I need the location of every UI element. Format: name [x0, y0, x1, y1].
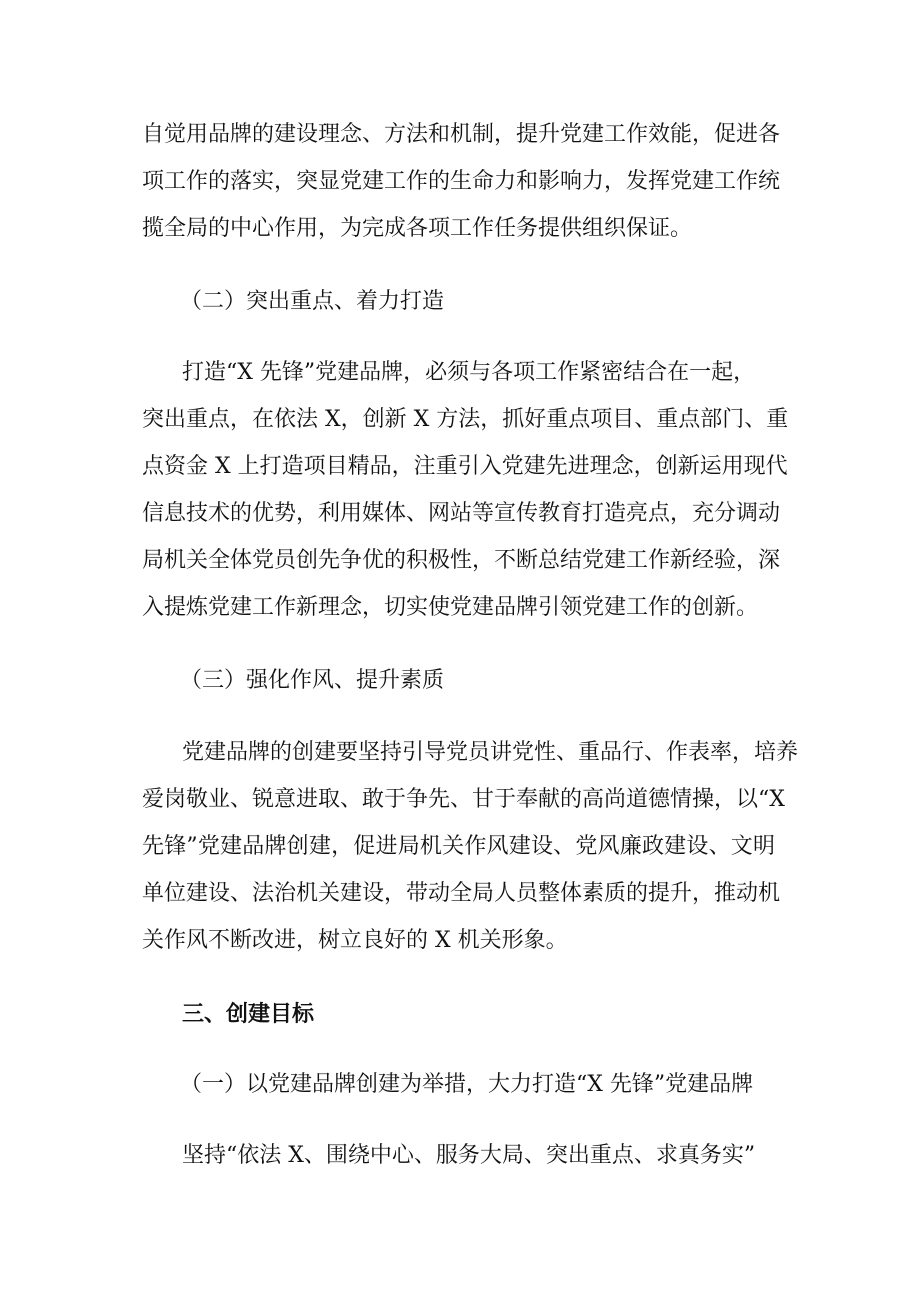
section-heading: （三）强化作风、提升素质 — [180, 668, 445, 693]
paragraph-line: 坚持“依法 X、围绕中心、服务大局、突出重点、求真务实” — [182, 1143, 756, 1168]
paragraph-line: 入提炼党建工作新理念，切实使党建品牌引领党建工作的创新。 — [142, 595, 759, 620]
paragraph-line: 项工作的落实，突显党建工作的生命力和影响力，发挥党建工作统 — [142, 169, 781, 194]
paragraph-line: 自觉用品牌的建设理念、方法和机制，提升党建工作效能，促进各 — [142, 122, 781, 147]
chapter-heading: 三、创建目标 — [182, 1001, 315, 1027]
paragraph-line: 揽全局的中心作用，为完成各项工作任务提供组织保证。 — [142, 216, 693, 241]
paragraph-line: 局机关全体党员创先争优的积极性，不断总结党建工作新经验，深 — [142, 548, 781, 573]
paragraph-line: 先锋”党建品牌创建，促进局机关作风建设、党风廉政建设、文明 — [142, 834, 775, 859]
paragraph-line: 爱岗敬业、锐意进取、敢于争先、甘于奉献的高尚道德情操，以“X — [142, 787, 785, 812]
paragraph-line: 单位建设、法治机关建设，带动全局人员整体素质的提升，推动机 — [142, 881, 781, 906]
section-heading: （一）以党建品牌创建为举措，大力打造“X 先锋”党建品牌 — [180, 1072, 754, 1097]
paragraph-line: 关作风不断改进，树立良好的 X 机关形象。 — [142, 928, 568, 953]
paragraph-line: 党建品牌的创建要坚持引导党员讲党性、重品行、作表率，培养 — [182, 740, 799, 765]
paragraph-line: 打造“X 先锋”党建品牌，必须与各项工作紧密结合在一起， — [182, 360, 756, 385]
section-heading: （二）突出重点、着力打造 — [180, 289, 445, 314]
paragraph-line: 点资金 X 上打造项目精品，注重引入党建先进理念，创新运用现代 — [142, 454, 788, 479]
paragraph-line: 信息技术的优势，利用媒体、网站等宣传教育打造亮点，充分调动 — [142, 501, 781, 526]
paragraph-line: 突出重点，在依法 X，创新 X 方法，抓好重点项目、重点部门、重 — [142, 407, 789, 432]
